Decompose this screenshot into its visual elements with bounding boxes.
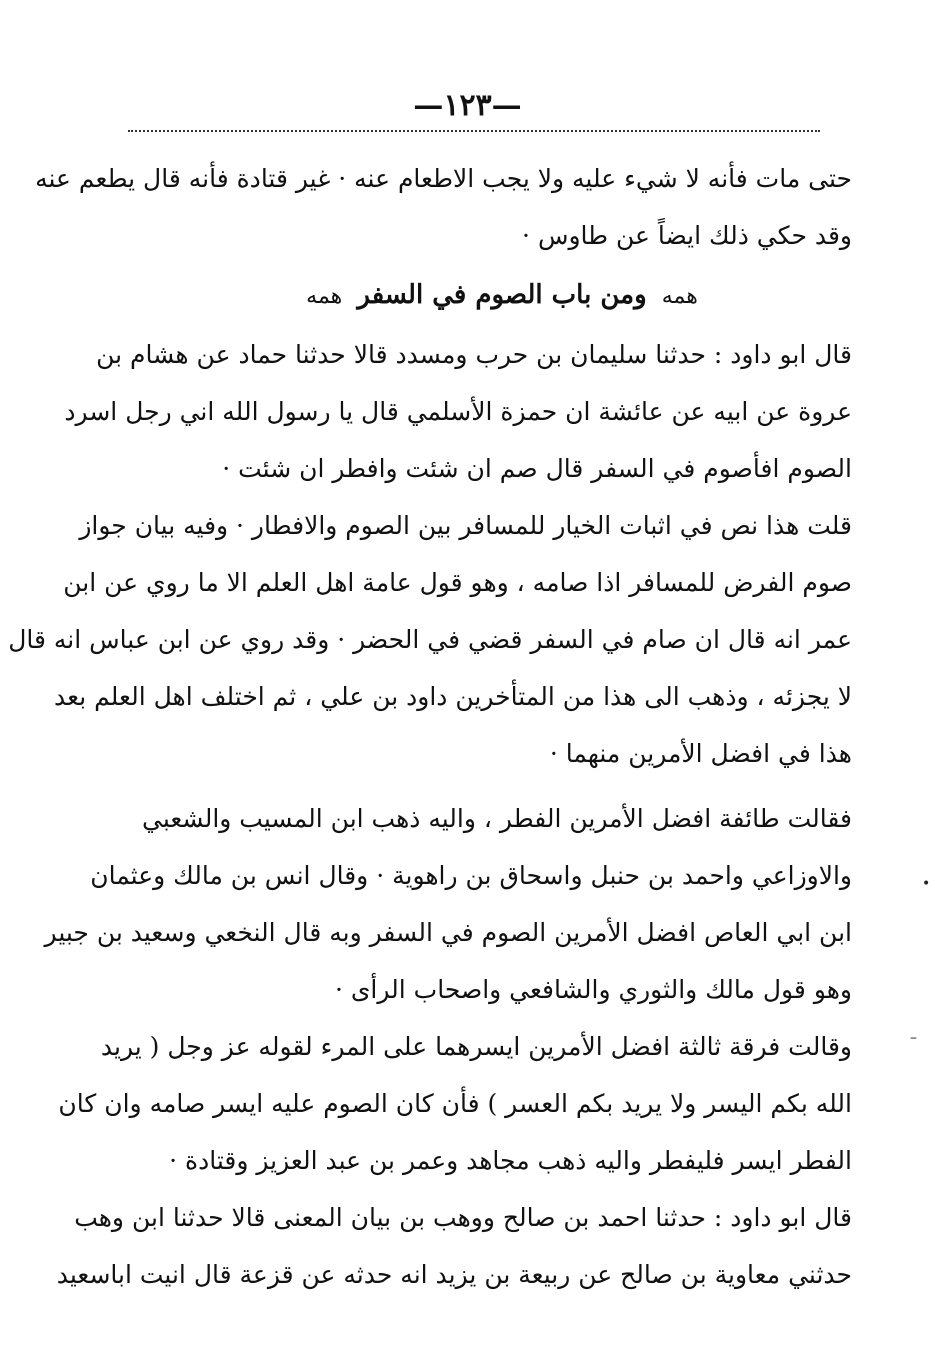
text-line: وقد حكي ذلك ايضاً عن طاوس · [522, 221, 852, 250]
margin-mark-dash: – [910, 1030, 917, 1046]
text-line: الفطر ايسر فليفطر واليه ذهب مجاهد وعمر بن عبد العزيز وقتادة · [169, 1146, 852, 1175]
text-line: قال ابو داود : حدثنا سليمان بن حرب ومسدد قالا حدثنا حماد عن هشام بن [96, 340, 852, 369]
text-line: عروة عن ابيه عن عائشة ان حمزة الأسلمي قال يا رسول الله اني رجل اسرد [64, 397, 852, 426]
text-line: ابن ابي العاص افضل الأمرين الصوم في السفر وبه قال النخعي وسعيد بن جبير [44, 918, 852, 947]
section-heading-text: ومن باب الصوم في السفر [357, 280, 647, 310]
heading-ornament-right: ﻫﻤﻪ [661, 284, 698, 309]
margin-mark-dot: • [922, 876, 931, 892]
page-number: —١٢٣— [413, 88, 522, 123]
body-text [8, 150, 852, 1303]
text-line: قال ابو داود : حدثنا احمد بن صالح ووهب بن بيان المعنى قالا حدثنا ابن وهب [74, 1203, 852, 1232]
text-line: حتى مات فأنه لا شيء عليه ولا يجب الاطعام عنه · غير قتادة فأنه قال يطعم عنه [35, 164, 852, 193]
text-line: عمر انه قال ان صام في السفر قضي في الحضر · وقد روي عن ابن عباس انه قال [8, 625, 852, 654]
text-line: قلت هذا نص في اثبات الخيار للمسافر بين الصوم والافطار · وفيه بيان جواز [79, 511, 852, 540]
text-line: حدثني معاوية بن صالح عن ربيعة بن يزيد انه حدثه عن قزعة قال انيت اباسعيد [56, 1260, 852, 1289]
section-heading [152, 264, 852, 326]
text-line: صوم الفرض للمسافر اذا صامه ، وهو قول عامة اهل العلم الا ما روي عن ابن [63, 568, 852, 597]
text-line: الله بكم اليسر ولا يريد بكم العسر ) فأن كان الصوم عليه ايسر صامه وان كان [58, 1089, 852, 1118]
text-line: الصوم افأصوم في السفر قال صم ان شئت وافطر ان شئت · [222, 454, 852, 483]
text-line: لا يجزئه ، وذهب الى هذا من المتأخرين داود بن علي ، ثم اختلف اهل العلم بعد [54, 682, 852, 711]
text-line: والاوزاعي واحمد بن حنبل واسحاق بن راهوية · وقال انس بن مالك وعثمان [90, 861, 852, 890]
heading-ornament-left: ﻫﻤﻪ [306, 284, 343, 309]
header-dotted-rule [128, 130, 820, 132]
text-line: هذا في افضل الأمرين منهما · [549, 739, 852, 768]
text-line: وهو قول مالك والثوري والشافعي واصحاب الرأى · [334, 975, 852, 1004]
text-line: وقالت فرقة ثالثة افضل الأمرين ايسرهما على المرء لقوله عز وجل ( يريد [100, 1032, 852, 1061]
text-line: فقالت طائفة افضل الأمرين الفطر ، واليه ذهب ابن المسيب والشعبي [141, 804, 852, 833]
